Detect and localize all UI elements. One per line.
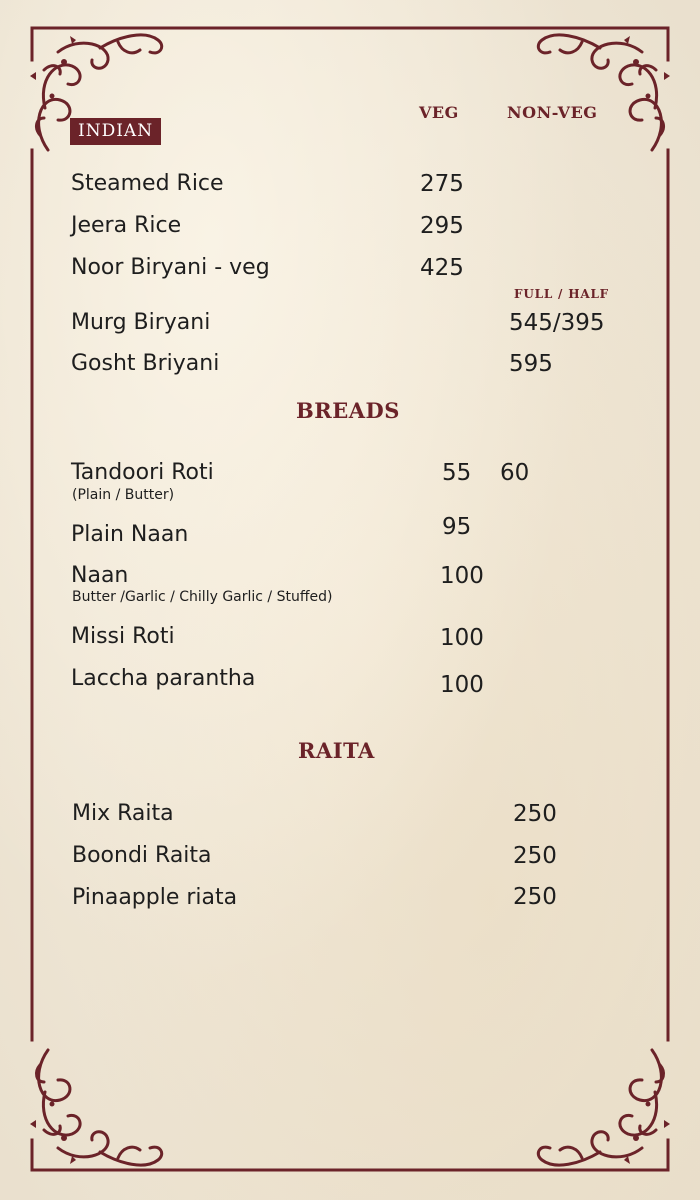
menu-item-nonveg-price: 545/395 xyxy=(509,310,605,336)
menu-item-name: Missi Roti xyxy=(71,624,175,649)
menu-item-name: Plain Naan xyxy=(71,522,189,547)
section-title-raita: RAITA xyxy=(298,738,375,763)
menu-item-veg-price: 425 xyxy=(420,255,464,281)
menu-item-name: Jeera Rice xyxy=(71,213,182,238)
menu-item-price: 250 xyxy=(513,801,557,827)
menu-item-name: Boondi Raita xyxy=(72,843,212,868)
menu-item-veg-price: 100 xyxy=(440,672,484,698)
menu-item-name: Laccha parantha xyxy=(71,666,256,691)
section-title-breads: BREADS xyxy=(296,398,400,423)
menu-item-name: Tandoori Roti xyxy=(71,460,214,485)
menu-item-veg-price: 295 xyxy=(420,213,464,239)
menu-item-note: Butter /Garlic / Chilly Garlic / Stuffed) xyxy=(72,589,333,605)
menu-item-veg-price: 95 xyxy=(442,514,472,540)
veg-column-header: VEG xyxy=(419,103,459,122)
full-half-subheader: FULL / HALF xyxy=(514,287,610,301)
section-badge-indian: INDIAN xyxy=(70,118,161,145)
menu-item-name: Pinaapple riata xyxy=(72,885,238,910)
menu-item-nonveg-price: 60 xyxy=(500,460,530,486)
menu-item-name: Noor Biryani - veg xyxy=(71,255,270,280)
menu-item-price: 250 xyxy=(513,843,557,869)
menu-item-note: (Plain / Butter) xyxy=(72,487,175,503)
nonveg-column-header: NON-VEG xyxy=(507,103,598,122)
menu-item-veg-price: 100 xyxy=(440,625,484,651)
menu-item-name: Naan xyxy=(71,563,129,588)
menu-item-name: Steamed Rice xyxy=(71,171,224,196)
menu-item-nonveg-price: 595 xyxy=(509,351,553,377)
menu-item-name: Mix Raita xyxy=(72,801,174,826)
menu-item-name: Murg Biryani xyxy=(71,310,211,335)
menu-item-veg-price: 100 xyxy=(440,563,484,589)
menu-item-name: Gosht Briyani xyxy=(71,351,220,376)
menu-item-price: 250 xyxy=(513,884,557,910)
menu-item-veg-price: 55 xyxy=(442,460,472,486)
menu-item-veg-price: 275 xyxy=(420,171,464,197)
